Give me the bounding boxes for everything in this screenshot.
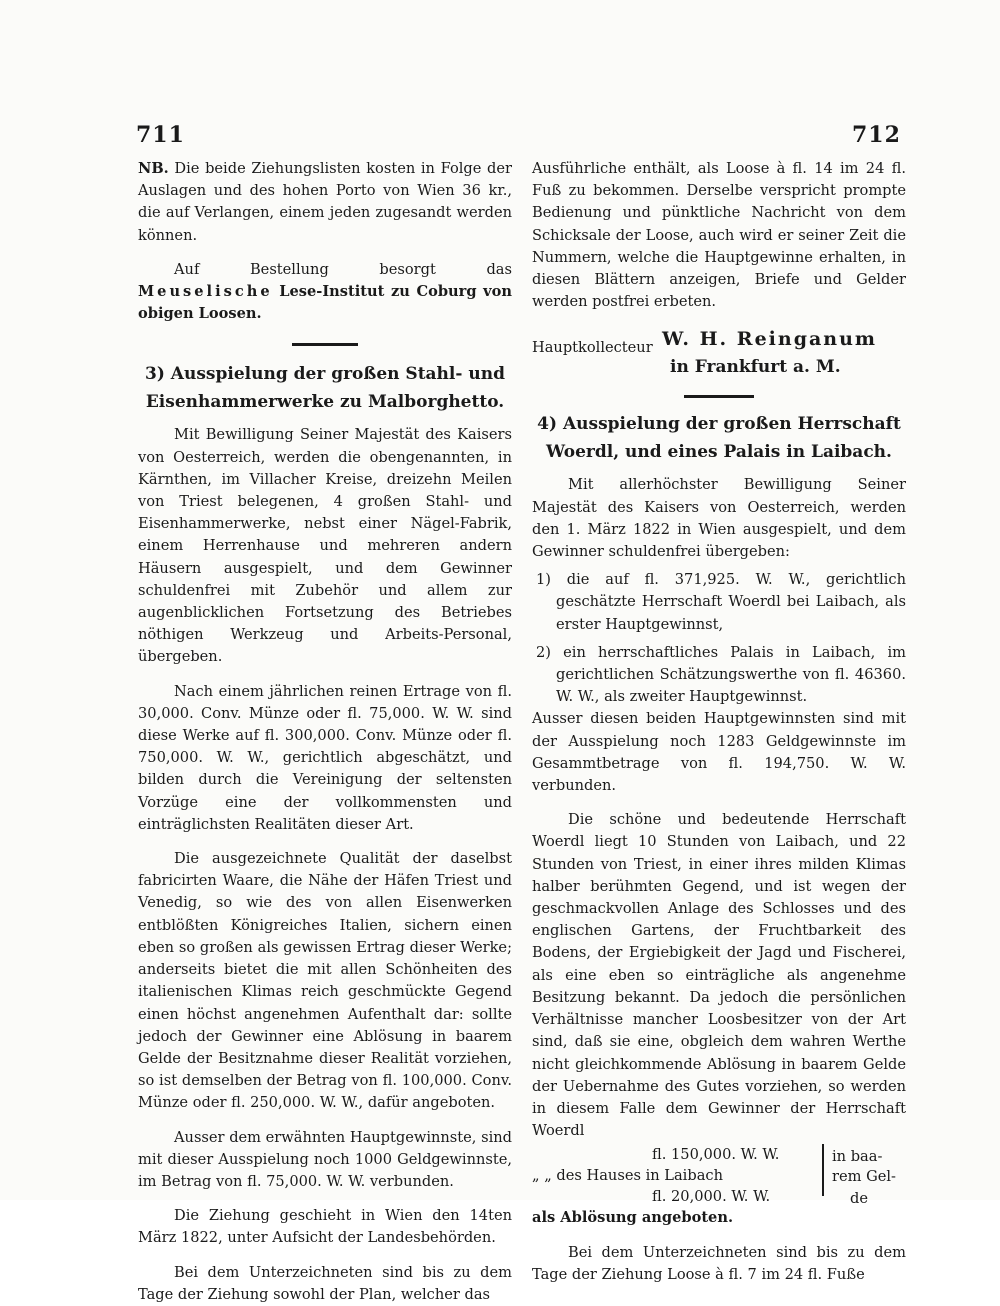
paragraph: Die ausgezeichnete Qualität der daselbst fabricirten Waare, die Nähe der Häfen Triest und Venedig, so wie des von allen Eisenwerken entblößten Königreiches Italien, sichern einen eben so großen als gewissen Ertrag dieser Werke; anderseits bietet die mit allen Schönheiten des italienischen Klimas reich geschmückte Gegend einen höchst angenehmen Aufenthalt dar: sollte jedoch der Gewinner eine Ablösung in baarem Gelde der Besitznahme dieser Realität vorziehen, so ist demselben der Betrag von fl. 100,000. Conv. Münze oder fl. 250,000. W. W., dafür angeboten. (138, 850, 512, 1112)
prize-item: 2) ein herrschaftliches Palais in Laibach, im gerichtlichen Schätzungswerthe von fl. 46360. W. W., als zweiter Hauptgewinnst. (536, 643, 906, 706)
page-number-right: 712 (852, 122, 901, 148)
nb-text: Die beide Ziehungslisten kosten in Folge der Auslagen und des hohen Porto von Wien 36 kr., die auf Verlangen, einem jeden zugesandt werden können. (138, 160, 512, 244)
nb-note (138, 158, 512, 247)
signature-role: Hauptkollecteur (532, 339, 653, 357)
paragraph: Ausser dem erwähnten Hauptgewinnste, sind mit dieser Ausspielung noch 1000 Geldgewinnste, im Betrag von fl. 75,000. W. W. verbunden. (138, 1128, 512, 1190)
left-column (138, 158, 512, 1306)
ransom-amount-2: fl. 20,000. W. W. (652, 1188, 771, 1206)
prize-item: 1) die auf fl. 371,925. W. W., gerichtlich geschätzte Herrschaft Woerdl bei Laibach, als erster Hauptgewinnst, (536, 571, 906, 633)
order-text-1: Auf Bestellung besorgt das (174, 260, 512, 278)
section-divider-right (684, 395, 754, 398)
offered-line: als Ablösung angeboten. (532, 1209, 734, 1227)
closing-paragraph: Bei dem Unterzeichneten sind bis zu dem Tage der Ziehung Loose à fl. 7 im 24 fl. Fuße (532, 1243, 906, 1283)
ransom-house-label: „ „ des Hauses in Laibach (532, 1167, 723, 1185)
order-note (138, 259, 512, 326)
nb-label: NB. (138, 160, 169, 177)
signature-block (532, 325, 906, 381)
ransom-side-2: rem Gel- (832, 1168, 896, 1186)
paragraph: Die Ziehung geschieht in Wien den 14ten März 1822, unter Aufsicht der Landesbehörden. (138, 1207, 512, 1247)
after-items-paragraph: Ausser diesen beiden Hauptgewinnsten sind mit der Ausspielung noch 1283 Geldgewinnste im Gesammtbetrage von fl. 194,750. W. W. verbunden. (532, 710, 906, 795)
intro-paragraph: Mit allerhöchster Bewilligung Seiner Majestät des Kaisers von Oesterreich, werden den 1. März 1822 in Wien ausgespielt, und dem Gewinner schuldenfrei übergeben: (532, 476, 906, 561)
signature-place: in Frankfurt a. M. (670, 357, 841, 378)
continuation-paragraph: Ausführliche enthält, als Loose à fl. 14 im 24 fl. Fuß zu bekommen. Derselbe verspricht prompte Bedienung und pünktliche Nachricht von dem Schicksale der Loose, auch wird er seiner Zeit die Nummern, welche die Hauptgewinne erhalten, in diesen Blättern anzeigen, Briefe und Gelder werden postfrei erbeten. (532, 160, 906, 311)
section-4-heading: 4) Ausspielung der großen Herrschaft Woerdl, und eines Palais in Laibach. (537, 414, 901, 463)
section-divider-left (292, 343, 358, 346)
section-3-heading: 3) Ausspielung der großen Stahl- und Eisenhammerwerke zu Malborghetto. (145, 364, 505, 413)
order-name: Meuselische (138, 283, 273, 301)
ransom-offer-block (532, 1144, 906, 1207)
paragraph: Bei dem Unterzeichneten sind bis zu dem Tage der Ziehung sowohl der Plan, welcher das (138, 1263, 512, 1303)
curly-brace (816, 1144, 824, 1196)
page-number-left: 711 (136, 122, 185, 148)
order-text-2: Lese-Institut zu Coburg von obigen Loosen. (138, 283, 512, 323)
signature-name: W. H. Reinganum (662, 328, 878, 351)
ransom-amount-1: fl. 150,000. W. W. (652, 1146, 780, 1164)
right-column (532, 158, 906, 1286)
paragraph: Mit Bewilligung Seiner Majestät des Kaisers von Oesterreich, werden die obengenannten, in Kärnthen, im Villacher Kreise, dreizehn Meilen von Triest belegenen, 4 großen Stahl- und Eisenhammerwerke, nebst einer Nägel-Fabrik, einem Herrenhause und mehreren andern Häusern ausgespielt, und dem Gewinner schuldenfrei mit Zubehör und allem zur augenblicklichen Fortsetzung des Betriebes nöthigen Werkzeug und Arbeits-Personal, übergeben. (138, 426, 512, 666)
paragraph: Nach einem jährlichen reinen Ertrage von fl. 30,000. Conv. Münze oder fl. 75,000. W. W. sind diese Werke auf fl. 300,000. Conv. Münze oder fl. 750,000. W. W., gerichtlich abgeschätzt, und bilden durch die Vereinigung der seltensten Vorzüge eine der vollkommensten und einträglichsten Realitäten dieser Art. (138, 682, 512, 833)
ransom-side-1: in baa- (832, 1148, 883, 1166)
signature-names (662, 325, 906, 381)
ransom-side-3: de (850, 1190, 868, 1208)
description-paragraph: Die schöne und bedeutende Herrschaft Woerdl liegt 10 Stunden von Laibach, und 22 Stunden von Triest, in einer ihres milden Klimas halber berühmten Gegend, und ist wegen der geschmackvollen Anlage des Schlosses und des englischen Gartens, der Fruchtbarkeit des Bodens, der Ergiebigkeit der Jagd und Fischerei, als eine eben so einträgliche als angenehme Besitzung bekannt. Da jedoch die persönlichen Verhältnisse mancher Loosbesitzer von der Art sind, daß sie eine, obgleich dem wahren Werthe nicht gleichkommende Ablösung in baarem Gelde der Uebernahme des Gutes vorziehen, so werden in diesem Falle dem Gewinner der Herrschaft Woerdl (532, 811, 906, 1140)
